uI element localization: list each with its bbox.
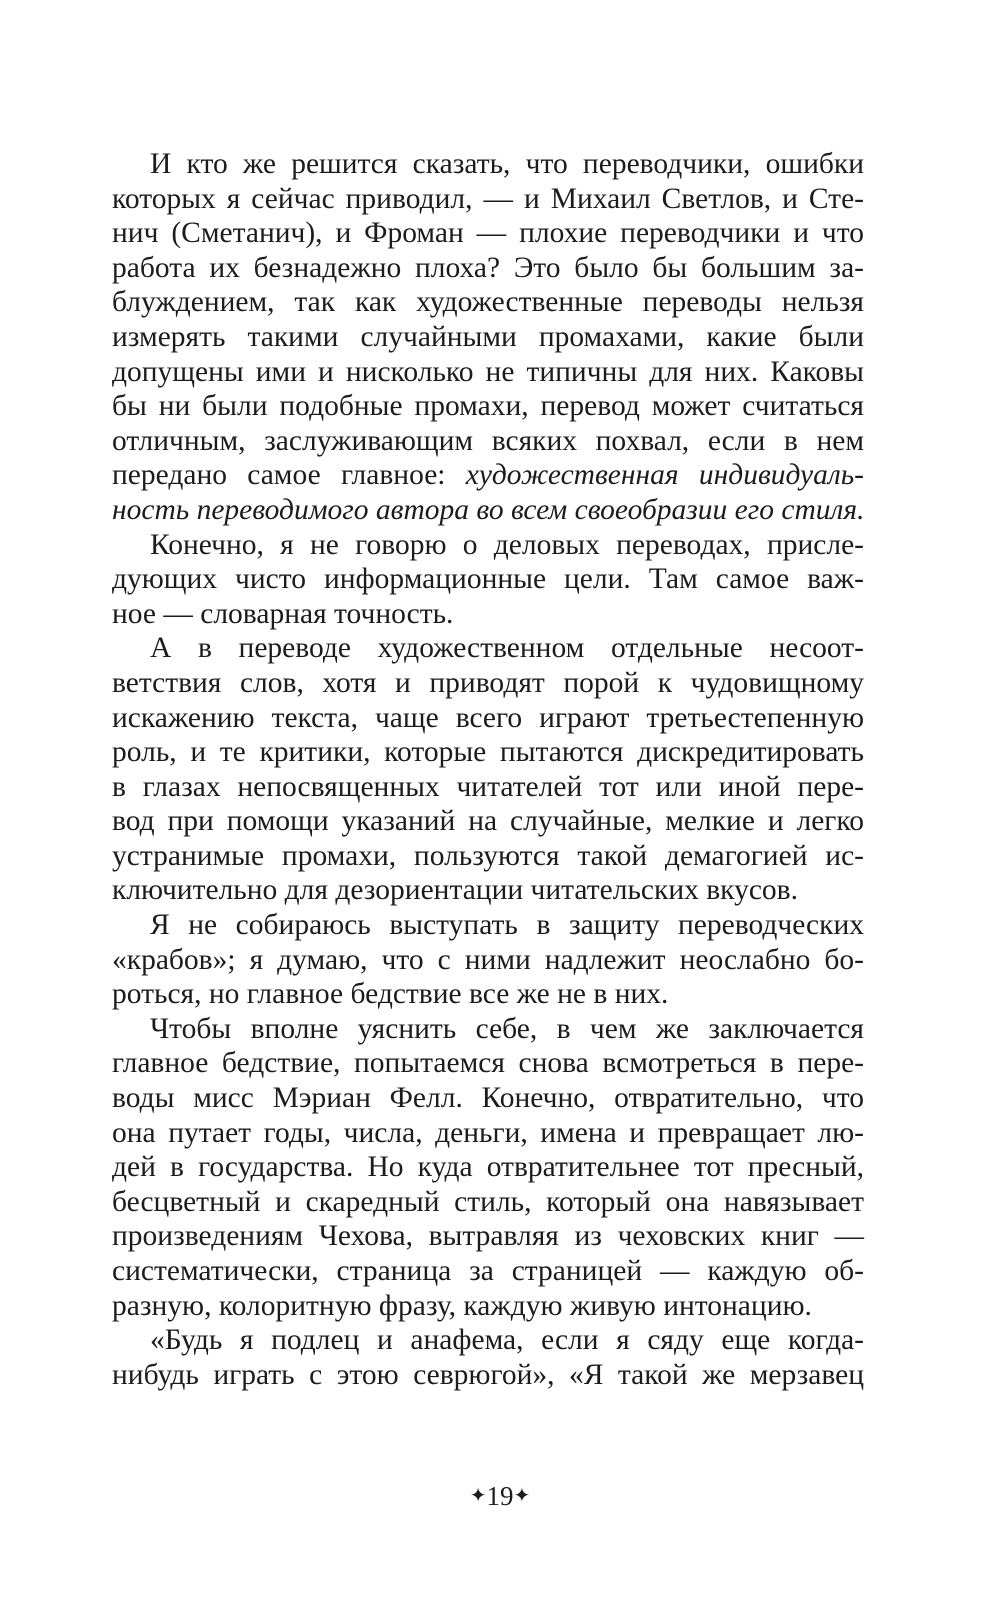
text-line: бы ни были подобные промахи, перевод может считаться xyxy=(112,390,864,423)
text-line: дей в государства. Но куда отвратительнее тот пресный, xyxy=(112,1151,864,1184)
text-line: устранимые промахи, пользуются такой демагогией ис- xyxy=(112,839,864,872)
text-line: разную, колоритную фразу, каждую живую интонацию. xyxy=(112,1289,812,1322)
text-line: А в переводе художественном отдельные несоот- xyxy=(150,632,864,665)
text-line: Конечно, я не говорю о деловых переводах, присле- xyxy=(150,528,864,561)
text-line: вод при помощи указаний на случайные, мелкие и легко xyxy=(112,805,864,838)
text-line: отличным, заслуживающим всяких похвал, если в нем xyxy=(112,424,864,457)
text-line: блуждением, так как художественные переводы нельзя xyxy=(112,286,864,319)
text-line: воды мисс Мэриан Фелл. Конечно, отвратительно, что xyxy=(112,1082,864,1115)
text-line: она путает годы, числа, деньги, имена и превращает лю- xyxy=(112,1116,864,1149)
text-line: Чтобы вполне уяснить себе, в чем же заключается xyxy=(150,1012,864,1045)
text-line: роться, но главное бедствие все же не в них. xyxy=(112,978,669,1011)
text-line: «крабов»; я думаю, что с ними надлежит неослабно бо- xyxy=(112,943,864,976)
text-line: дующих чисто информационные цели. Там самое важ- xyxy=(112,563,864,596)
text-line: измерять такими случайными промахами, какие были xyxy=(112,320,864,353)
text-line: главное бедствие, попытаемся снова всмотреться в пере- xyxy=(112,1047,864,1080)
text-line: ключительно для дезориентации читательских вкусов. xyxy=(112,874,798,907)
body-text xyxy=(112,147,864,1392)
text-line-mixed xyxy=(112,458,864,493)
text-line: которых я сейчас приводил, — и Михаил Светлов, и Сте- xyxy=(112,182,864,215)
page-number: 19 xyxy=(486,1481,514,1511)
text-line: ное — словарная точность. xyxy=(112,597,454,630)
text-line: работа их безнадежно плоха? Это было бы большим за- xyxy=(112,251,864,284)
text-line: допущены ими и нисколько не типичны для них. Каковы xyxy=(112,355,864,388)
text-line: произведениям Чехова, вытравляя из чеховских книг — xyxy=(112,1220,864,1253)
italic-emphasis: художественная индивидуаль- xyxy=(465,459,864,492)
page-folio xyxy=(0,1479,1000,1513)
text-line: в глазах непосвященных читателей тот или иной пере- xyxy=(112,770,864,803)
text-line: систематически, страница за страницей — каждую об- xyxy=(112,1255,864,1287)
italic-emphasis-line: ность переводимого автора во всем своеобразии его стиля. xyxy=(112,493,865,526)
text-line: И кто же решится сказать, что переводчики, ошибки xyxy=(150,148,864,180)
text-line: «Будь я подлец и анафема, если я сяду еще когда- xyxy=(150,1324,864,1357)
text-line: ветствия слов, хотя и приводят порой к чудовищному xyxy=(112,666,864,699)
text-line: искажению текста, чаще всего играют третьестепенную xyxy=(112,701,864,734)
star-ornament-icon: ✦ xyxy=(469,1485,487,1507)
plain-text: передано самое главное: xyxy=(112,459,446,492)
text-line: бесцветный и скаредный стиль, который она навязывает xyxy=(112,1185,864,1218)
text-line: нибудь играть с этою севрюгой», «Я такой же мерзавец xyxy=(112,1358,864,1391)
text-line: Я не собираюсь выступать в защиту переводческих xyxy=(150,909,864,942)
star-ornament-icon: ✦ xyxy=(513,1485,531,1507)
text-line: роль, и те критики, которые пытаются дискредитировать xyxy=(112,736,864,769)
text-line: нич (Сметанич), и Фроман — плохие переводчики и что xyxy=(112,217,864,250)
